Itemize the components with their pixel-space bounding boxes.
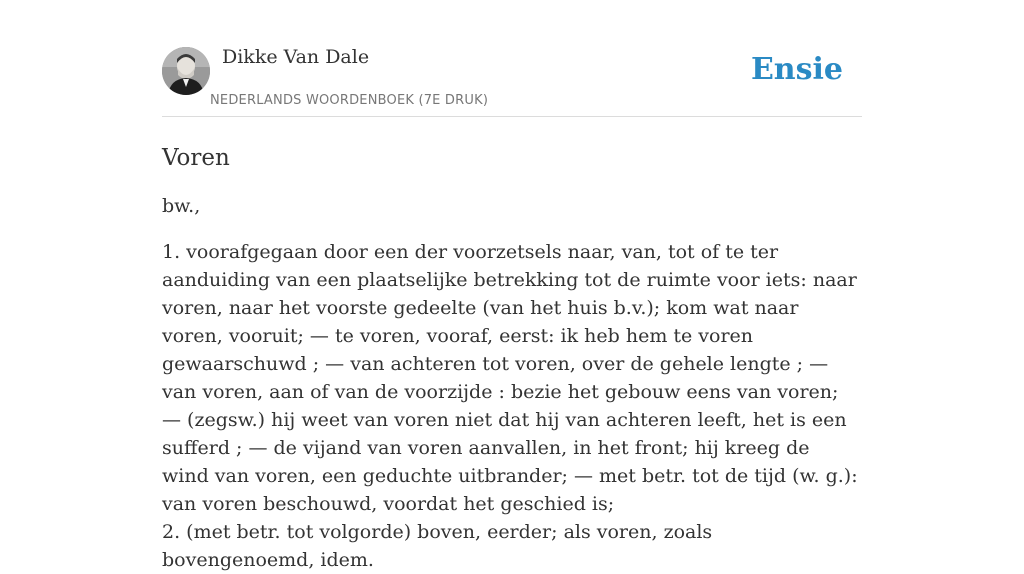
portrait-icon: [162, 47, 210, 95]
part-of-speech: bw.,: [162, 195, 201, 217]
avatar[interactable]: [162, 47, 210, 95]
ensie-logo-link[interactable]: Ensie: [750, 52, 843, 87]
sense-2: 2. (met betr. tot volgorde) boven, eerder; als voren, zoals bovengenoemd, idem.: [162, 521, 713, 571]
page: [162, 0, 862, 574]
entry-header: [162, 0, 862, 117]
entry-headword: Voren: [162, 145, 230, 171]
sense-1: 1. voorafgegaan door een der voorzetsels naar, van, tot of te ter aanduiding van een plaatselijke betrekking tot de ruimte voor iets: naar voren, naar het voorste gedeelte (van het huis b.v.); kom wat naar voren, vooruit; — te voren, vooraf, eerst: ik heb hem te voren gewaarschuwd ; — van achteren tot voren, over de gehele lengte ; — van voren, aan of van de voorzijde : bezie het gebouw eens van voren; — (zegsw.) hij weet van voren niet dat hij van achteren leeft, het is een sufferd ; — de vijand van voren aanvallen, in het front; hij kreeg de wind van voren, een geduchte uitbrander; — met betr. tot de tijd (w. g.): van voren beschouwd, voordat het geschied is;: [162, 241, 858, 515]
source-title[interactable]: Dikke Van Dale: [222, 46, 370, 68]
source-subtitle: NEDERLANDS WOORDENBOEK (7E DRUK): [210, 93, 489, 108]
definition-text: [162, 238, 862, 574]
